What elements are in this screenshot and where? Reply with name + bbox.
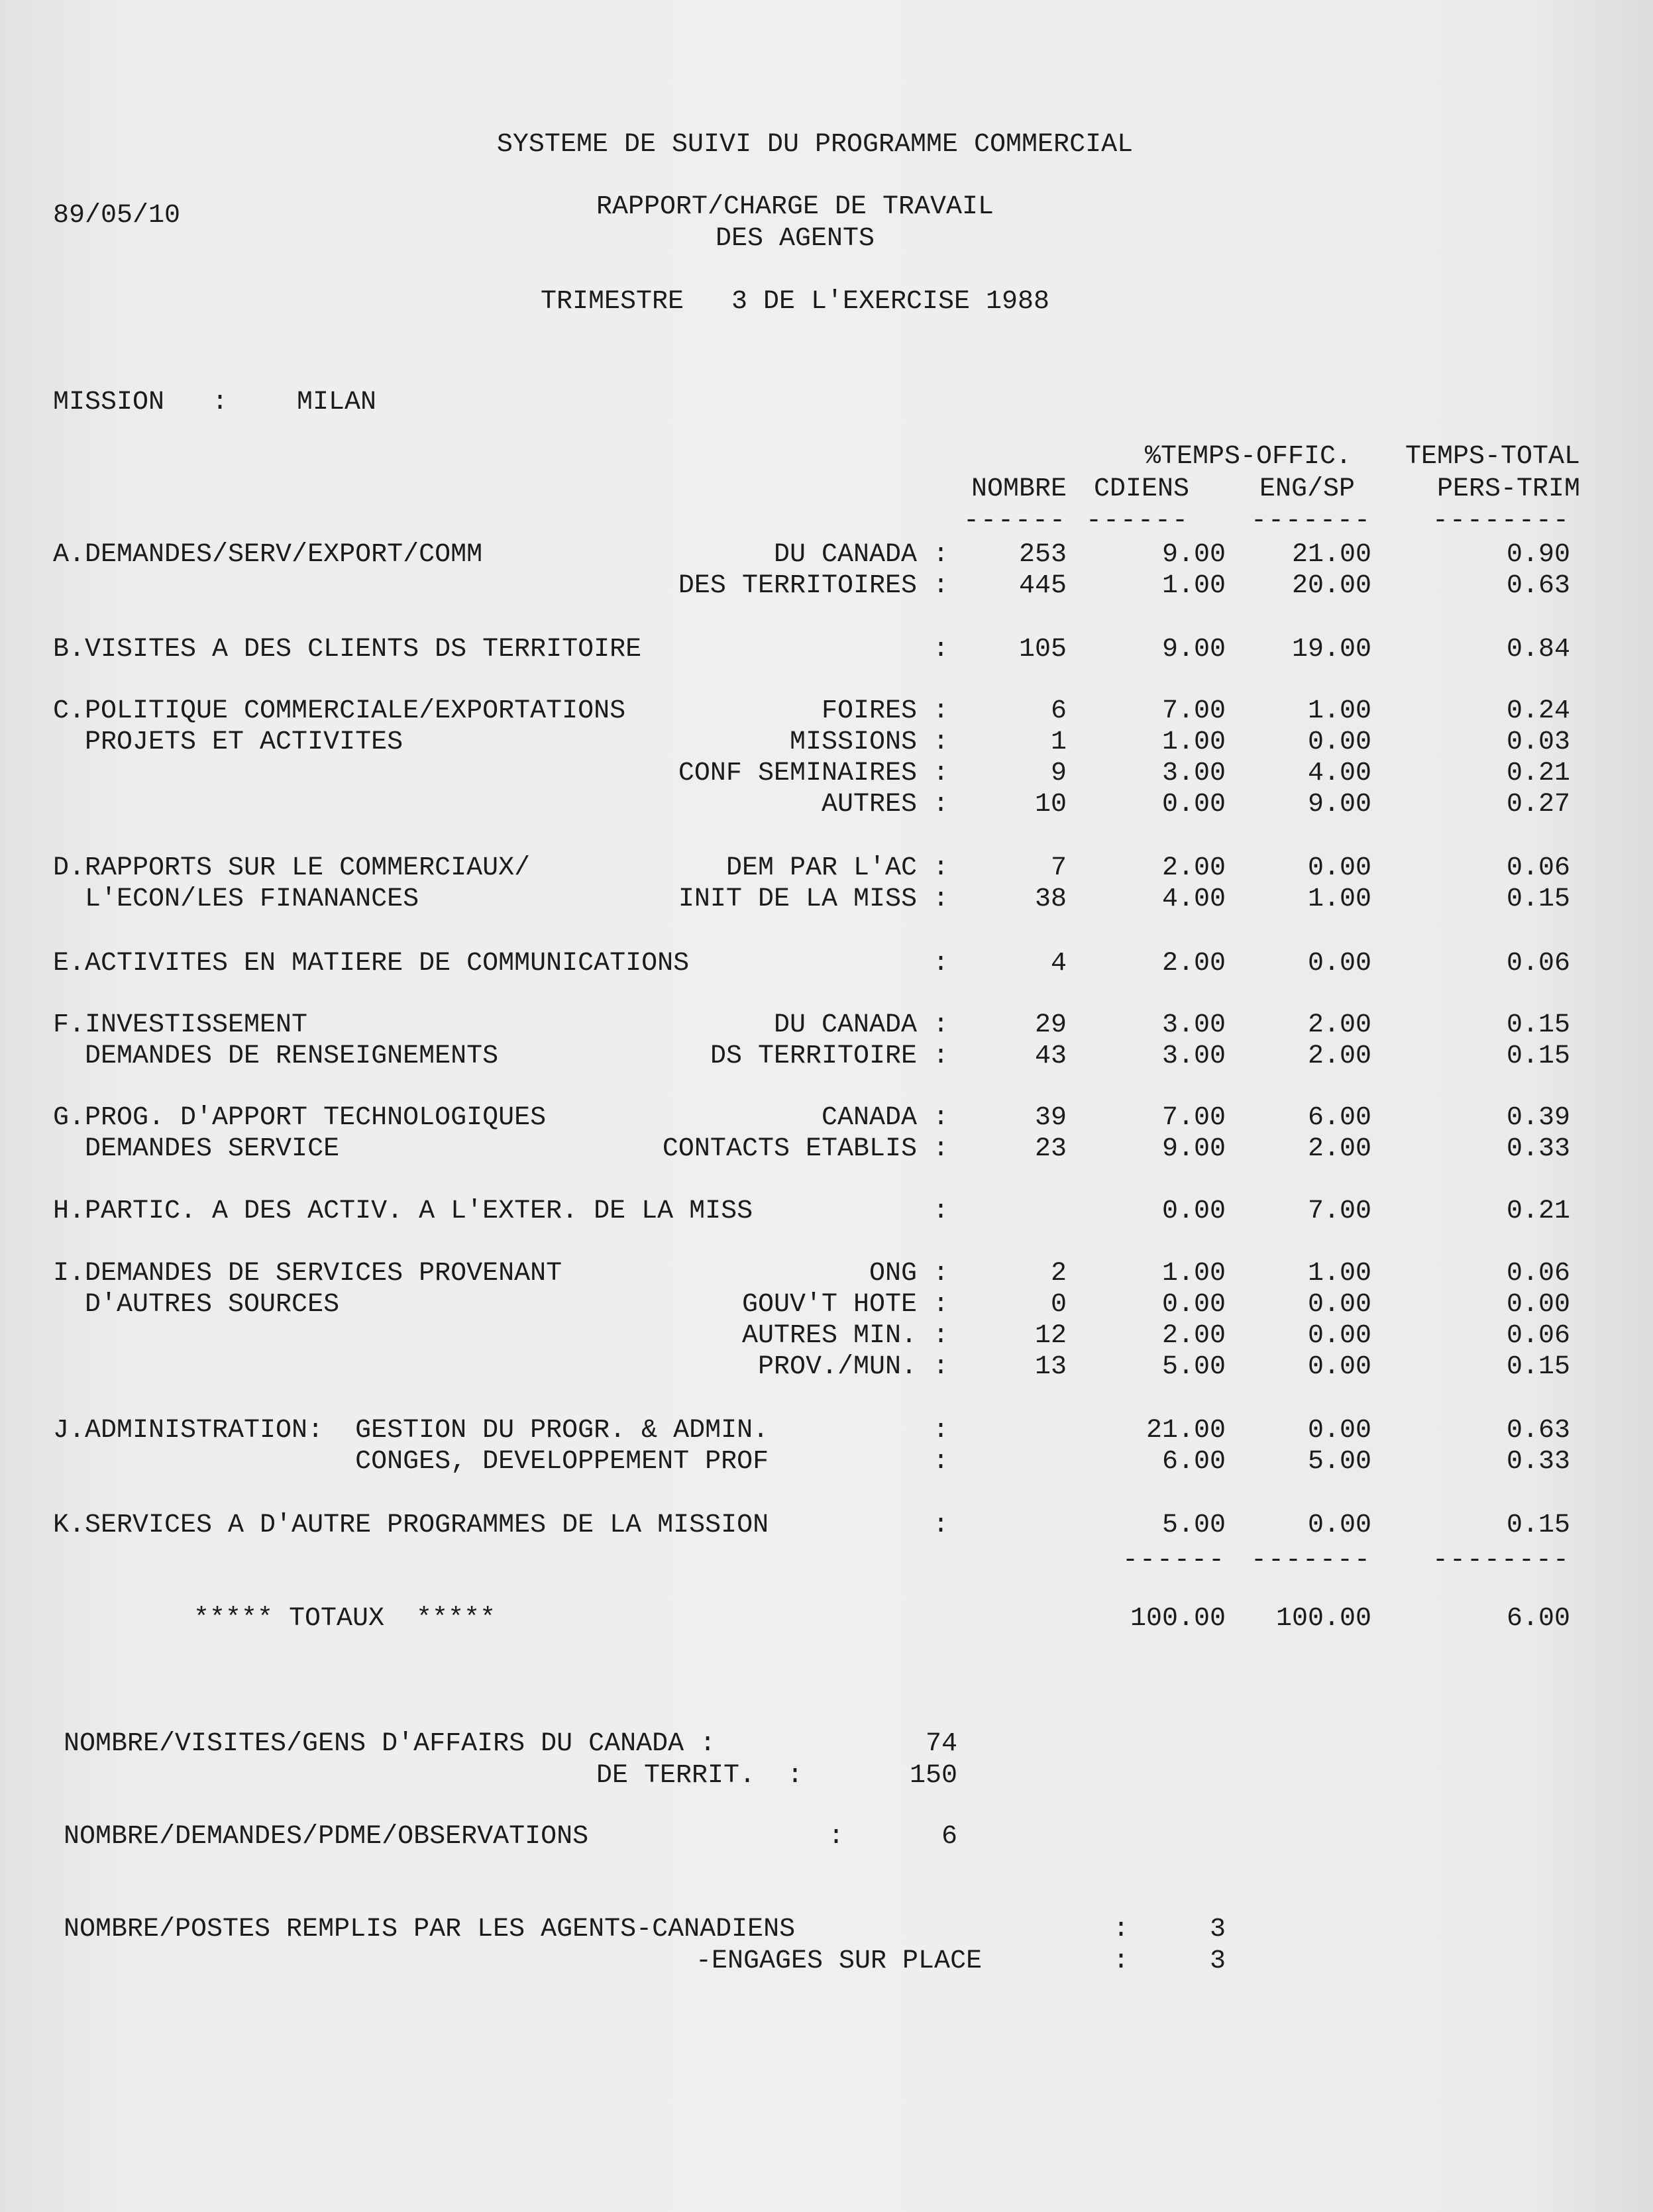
row-total: 0.63 [1506, 1416, 1570, 1446]
row-eng: 0.00 [1307, 1510, 1371, 1540]
footer-engages-value: 3 [1209, 1946, 1226, 1976]
row-total: 0.06 [1506, 949, 1570, 978]
row-eng: 6.00 [1307, 1103, 1371, 1133]
row-eng: 1.00 [1307, 696, 1371, 726]
row-total: 0.15 [1506, 1352, 1570, 1382]
row-nombre: 10 [1034, 790, 1067, 819]
row-sublabel: : [932, 1416, 949, 1446]
row-cdiens: 2.00 [1161, 1321, 1226, 1351]
row-total: 0.00 [1506, 1290, 1570, 1320]
row-cdiens: 9.00 [1161, 540, 1226, 570]
col-underline-cdiens: ------ [1085, 506, 1189, 536]
footer-postes-label: NOMBRE/POSTES REMPLIS PAR LES AGENTS-CANADIENS [64, 1915, 796, 1944]
row-cdiens: 3.00 [1161, 1041, 1226, 1071]
quarter-line: TRIMESTRE 3 DE L'EXERCISE 1988 [540, 287, 1050, 317]
report-title-line2: DES AGENTS [715, 224, 875, 254]
row-eng: 5.00 [1307, 1447, 1371, 1477]
row-total: 0.15 [1506, 1010, 1570, 1040]
footer-demandes-label: NOMBRE/DEMANDES/PDME/OBSERVATIONS [64, 1822, 589, 1852]
row-cdiens: 5.00 [1161, 1510, 1226, 1540]
row-total: 0.39 [1506, 1103, 1570, 1133]
row-cdiens: 3.00 [1161, 1010, 1226, 1040]
row-nombre: 2 [1050, 1259, 1067, 1289]
row-label: L'ECON/LES FINANANCES [53, 884, 419, 914]
row-total: 0.15 [1506, 884, 1570, 914]
row-label: K.SERVICES A D'AUTRE PROGRAMMES DE LA MISSION [53, 1510, 769, 1540]
col-underline-nombre: ------ [963, 506, 1067, 536]
row-nombre: 29 [1034, 1010, 1067, 1040]
footer-engages-colon: : [1113, 1946, 1130, 1976]
row-label: I.DEMANDES DE SERVICES PROVENANT [53, 1259, 562, 1289]
row-nombre: 445 [1018, 571, 1067, 601]
row-eng: 1.00 [1307, 884, 1371, 914]
row-total: 0.27 [1506, 790, 1570, 819]
row-sublabel: : [932, 1510, 949, 1540]
row-sublabel: FOIRES : [821, 696, 949, 726]
col-header-cdiens: CDIENS [1093, 474, 1189, 504]
row-sublabel: : [932, 949, 949, 978]
row-eng: 0.00 [1307, 1352, 1371, 1382]
row-nombre: 4 [1050, 949, 1067, 978]
row-nombre: 9 [1050, 759, 1067, 788]
row-cdiens: 5.00 [1161, 1352, 1226, 1382]
row-cdiens: 4.00 [1161, 884, 1226, 914]
totals-underline-total: -------- [1432, 1546, 1570, 1575]
system-title: SYSTEME DE SUIVI DU PROGRAMME COMMERCIAL [496, 130, 1134, 160]
row-total: 0.33 [1506, 1447, 1570, 1477]
row-label: DEMANDES DE RENSEIGNEMENTS [53, 1041, 499, 1071]
footer-territ-label: DE TERRIT. : [596, 1761, 804, 1791]
row-eng: 0.00 [1307, 1416, 1371, 1446]
row-cdiens: 0.00 [1161, 790, 1226, 819]
row-sublabel: AUTRES MIN. : [741, 1321, 949, 1351]
row-label: DEMANDES SERVICE [53, 1134, 340, 1164]
row-eng: 1.00 [1307, 1259, 1371, 1289]
row-sublabel: DU CANADA : [773, 1010, 949, 1040]
row-eng: 0.00 [1307, 853, 1371, 883]
row-eng: 7.00 [1307, 1196, 1371, 1226]
row-nombre: 1 [1050, 727, 1067, 757]
row-eng: 0.00 [1307, 1321, 1371, 1351]
row-label: C.POLITIQUE COMMERCIALE/EXPORTATIONS [53, 696, 626, 726]
row-label: G.PROG. D'APPORT TECHNOLOGIQUES [53, 1103, 547, 1133]
row-sublabel: AUTRES : [821, 790, 949, 819]
footer-territ-value: 150 [909, 1761, 957, 1791]
mission-label: MISSION : [53, 388, 229, 417]
row-total: 0.24 [1506, 696, 1570, 726]
row-nombre: 12 [1034, 1321, 1067, 1351]
row-label: F.INVESTISSEMENT [53, 1010, 308, 1040]
row-sublabel: DU CANADA : [773, 540, 949, 570]
row-sublabel: DEM PAR L'AC : [725, 853, 949, 883]
row-eng: 20.00 [1291, 571, 1371, 601]
row-total: 0.06 [1506, 853, 1570, 883]
col-header-pers-trim: PERS-TRIM [1436, 474, 1580, 504]
footer-engages-label: -ENGAGES SUR PLACE [696, 1946, 983, 1976]
footer-demandes-colon: : [828, 1822, 845, 1852]
footer-visites-value: 74 [925, 1729, 957, 1759]
footer-postes-value: 3 [1209, 1915, 1226, 1944]
row-sublabel: ONG : [869, 1259, 949, 1289]
row-cdiens: 2.00 [1161, 853, 1226, 883]
row-cdiens: 9.00 [1161, 635, 1226, 664]
row-nombre: 38 [1034, 884, 1067, 914]
row-sublabel: DS TERRITOIRE : [710, 1041, 949, 1071]
row-nombre: 0 [1050, 1290, 1067, 1320]
row-sublabel: PROV./MUN. : [757, 1352, 949, 1382]
row-total: 0.03 [1506, 727, 1570, 757]
row-cdiens: 1.00 [1161, 571, 1226, 601]
row-sublabel: INIT DE LA MISS : [678, 884, 949, 914]
row-label: D'AUTRES SOURCES [53, 1290, 340, 1320]
row-cdiens: 1.00 [1161, 727, 1226, 757]
row-cdiens: 3.00 [1161, 759, 1226, 788]
row-label: H.PARTIC. A DES ACTIV. A L'EXTER. DE LA MISS [53, 1196, 753, 1226]
row-nombre: 43 [1034, 1041, 1067, 1071]
totals-underline-eng: ------- [1250, 1546, 1371, 1575]
row-eng: 4.00 [1307, 759, 1371, 788]
row-total: 0.33 [1506, 1134, 1570, 1164]
row-sublabel: CONF SEMINAIRES : [678, 759, 949, 788]
row-cdiens: 7.00 [1161, 1103, 1226, 1133]
row-sublabel: DES TERRITOIRES : [678, 571, 949, 601]
row-label: E.ACTIVITES EN MATIERE DE COMMUNICATIONS [53, 949, 690, 978]
row-total: 0.63 [1506, 571, 1570, 601]
row-eng: 21.00 [1291, 540, 1371, 570]
row-cdiens: 0.00 [1161, 1290, 1226, 1320]
row-nombre: 39 [1034, 1103, 1067, 1133]
totals-underline-cdiens: ------ [1122, 1546, 1226, 1575]
row-sublabel: GOUV'T HOTE : [741, 1290, 949, 1320]
row-cdiens: 1.00 [1161, 1259, 1226, 1289]
row-sublabel: : [932, 1447, 949, 1477]
row-total: 0.15 [1506, 1041, 1570, 1071]
row-nombre: 6 [1050, 696, 1067, 726]
row-nombre: 253 [1018, 540, 1067, 570]
row-eng: 2.00 [1307, 1134, 1371, 1164]
row-nombre: 23 [1034, 1134, 1067, 1164]
totals-label: ***** TOTAUX ***** [193, 1604, 496, 1634]
row-nombre: 105 [1018, 635, 1067, 664]
row-sublabel: : [932, 635, 949, 664]
row-eng: 19.00 [1291, 635, 1371, 664]
row-label: A.DEMANDES/SERV/EXPORT/COMM [53, 540, 483, 570]
row-eng: 0.00 [1307, 949, 1371, 978]
row-eng: 2.00 [1307, 1010, 1371, 1040]
row-total: 0.84 [1506, 635, 1570, 664]
row-eng: 0.00 [1307, 1290, 1371, 1320]
col-header-temps-total: TEMPS-TOTAL [1405, 442, 1580, 472]
col-header-offic: %TEMPS-OFFIC. [1144, 442, 1352, 472]
row-cdiens: 0.00 [1161, 1196, 1226, 1226]
row-sublabel: CONTACTS ETABLIS : [662, 1134, 949, 1164]
footer-visites-label: NOMBRE/VISITES/GENS D'AFFAIRS DU CANADA : [64, 1729, 716, 1759]
col-header-nombre: NOMBRE [971, 474, 1067, 504]
col-underline-total: -------- [1432, 506, 1570, 536]
row-total: 0.15 [1506, 1510, 1570, 1540]
row-nombre: 13 [1034, 1352, 1067, 1382]
col-underline-eng: ------- [1250, 506, 1371, 536]
report-title-line1: RAPPORT/CHARGE DE TRAVAIL [596, 192, 994, 222]
col-header-eng: ENG/SP [1259, 474, 1355, 504]
report-date: 89/05/10 [53, 201, 181, 231]
row-eng: 0.00 [1307, 727, 1371, 757]
row-nombre: 7 [1050, 853, 1067, 883]
row-total: 0.21 [1506, 759, 1570, 788]
row-sublabel: MISSIONS : [789, 727, 949, 757]
row-total: 0.90 [1506, 540, 1570, 570]
row-eng: 2.00 [1307, 1041, 1371, 1071]
totals-eng: 100.00 [1275, 1604, 1371, 1634]
row-cdiens: 21.00 [1146, 1416, 1226, 1446]
row-cdiens: 6.00 [1161, 1447, 1226, 1477]
row-total: 0.21 [1506, 1196, 1570, 1226]
row-label: B.VISITES A DES CLIENTS DS TERRITOIRE [53, 635, 642, 664]
totals-total: 6.00 [1506, 1604, 1570, 1634]
row-eng: 9.00 [1307, 790, 1371, 819]
row-total: 0.06 [1506, 1321, 1570, 1351]
footer-postes-colon: : [1113, 1915, 1130, 1944]
row-cdiens: 2.00 [1161, 949, 1226, 978]
row-label: D.RAPPORTS SUR LE COMMERCIAUX/ [53, 853, 531, 883]
row-total: 0.06 [1506, 1259, 1570, 1289]
row-label: CONGES, DEVELOPPEMENT PROF [53, 1447, 769, 1477]
row-sublabel: CANADA : [821, 1103, 949, 1133]
row-sublabel: : [932, 1196, 949, 1226]
row-label: PROJETS ET ACTIVITES [53, 727, 403, 757]
footer-demandes-value: 6 [941, 1822, 957, 1852]
mission-value: MILAN [297, 388, 377, 417]
row-cdiens: 9.00 [1161, 1134, 1226, 1164]
row-label: J.ADMINISTRATION: GESTION DU PROGR. & ADMIN. [53, 1416, 769, 1446]
totals-cdiens: 100.00 [1130, 1604, 1226, 1634]
row-cdiens: 7.00 [1161, 696, 1226, 726]
